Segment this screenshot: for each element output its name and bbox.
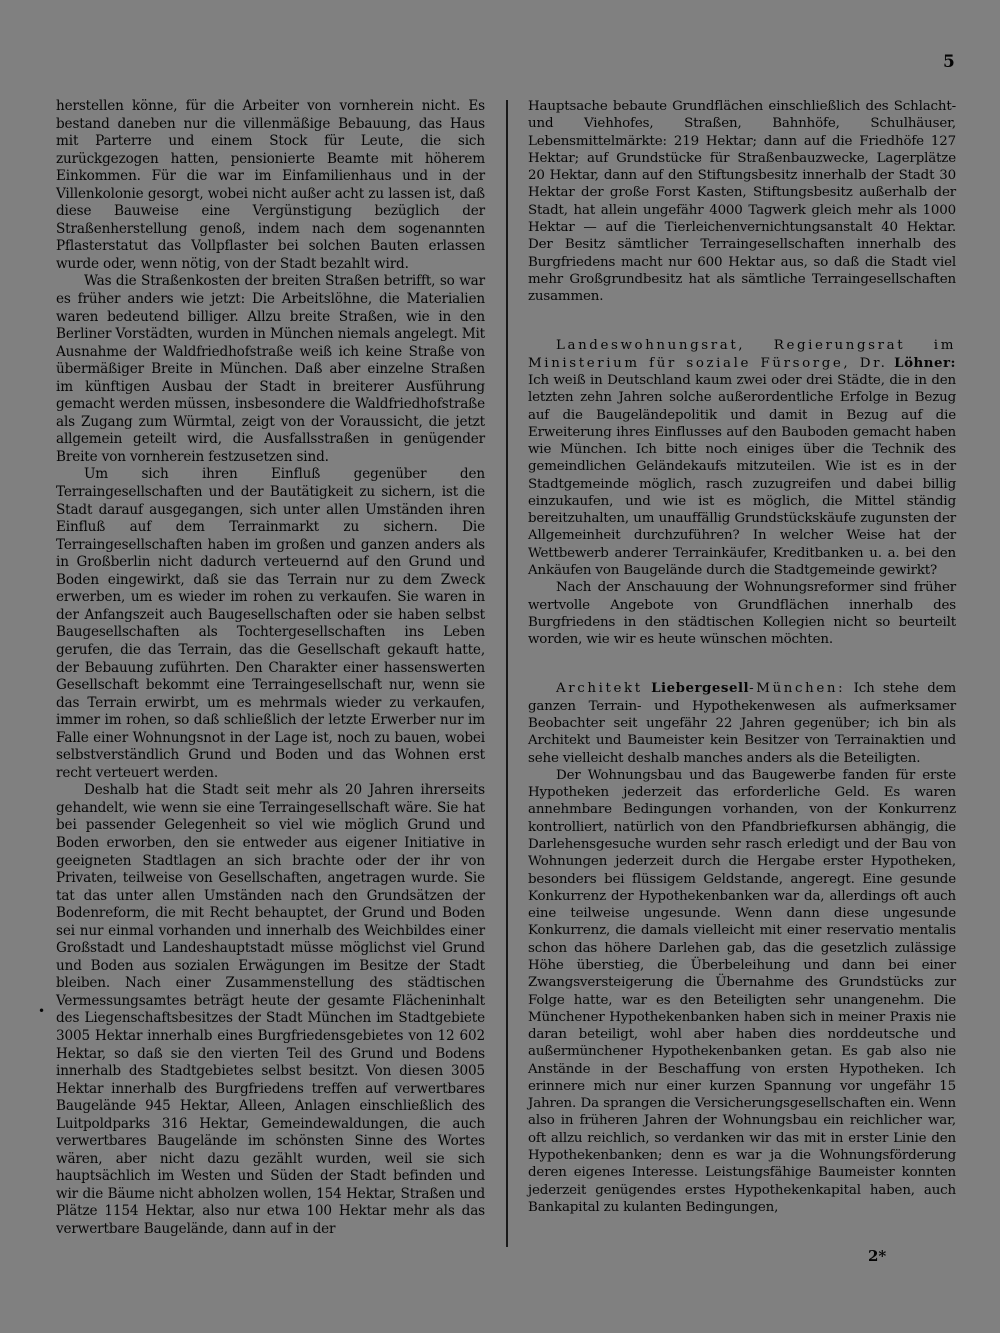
margin-mark: • <box>38 1004 46 1018</box>
column-rule <box>506 100 508 1247</box>
right-column <box>528 98 956 1216</box>
paragraph: Der Wohnungsbau und das Baugewerbe fanden für erste Hypotheken jederzeit das erforderliche Geld. Es waren annehmbare Bedingungen vorhanden, von der Konkurrenz kontrolliert, natürlich von den Pfandbriefkursen abhängig, die Darlehensgesuche wurden sehr rasch erledigt und der Bau von Wohnungen jederzeit durch die Hergabe erster Hypotheken, besonders bei flüssigem Geldstande, angeregt. Eine gesunde Konkurrenz der Hypothekenbanken war da, allerdings oft auch eine teilweise ungesunde. Wenn dann diese ungesunde Konkurrenz, die damals vielleicht mit einer reservatio mentalis schon das höhere Darlehen gab, das die gesetzlich zulässige Höhe überstieg, die Überbeleihung und dann bei einer Zwangsversteigerung die Übernahme des Grundstücks zur Folge hatte, war es den Beteiligten sehr unangenehm. Die Münchener Hypothekenbanken haben sich in meiner Praxis nie daran beteiligt, wohl aber haben dies norddeutsche und außermünchener Hypothekenbanken getan. Es gab also nie Anstände in der Beschaffung von ersten Hypotheken. Ich erinnere mich nur einer kurzen Spannung vor ungefähr 15 Jahren. Da sprangen die Versicherungsgesellschaften ein. Wenn also in früheren Jahren der Wohnungsbau ein reichlicher war, oft allzu reichlich, so verdanken wir das mit in erster Linie den Hypothekenbanken; denn es war ja die Wohnungsförderung deren eigenes Interesse. Leistungsfähige Baumeister konnten jederzeit genügendes erstes Hypothekenkapital haben, auch Bankapital zu kulanten Bedingungen, <box>528 767 956 1215</box>
speaker-text: Ich weiß in Deutschland kaum zwei oder drei Städte, die in den letzten zehn Jahren solche außerordentliche Erfolge in Bezug auf die Baugeländepolitik und damit in Bezug auf die Erweiterung ihres Einflusses auf den Bauboden gemacht haben wie München. Ich bitte noch einiges über die Technik des gemeindlichen Geländekaufs mitzuteilen. Wie ist es in der Stadtgemeinde möglich, rasch zuzugreifen und dabei billig einzukaufen, und wie ist es möglich, die Mittel ständig bereitzuhalten, um unauffällig Grundstückskäufe zugunsten der Allgemeinheit durchzuführen? In welcher Weise hat der Wettbewerb anderer Terrainkäufer, Kreditbanken u. a. bei den Ankäufen von Baugelände durch die Stadtgemeinde gewirkt? <box>528 372 956 579</box>
section-gap <box>528 305 956 337</box>
paragraph: Was die Straßenkosten der breiten Straßen betrifft, so war es früher anders wie jetzt: Die Arbeitslöhne, die Materialien waren bedeutend billiger. Allzu breite Straßen, wie in den Berliner Vorstädten, wurden in München niemals angelegt. Mit Ausnahme der Waldfriedhofstraße weiß ich keine Straße von übermäßiger Breite in München. Daß aber einzelne Straßen im künftigen Ausbau der Stadt in breiterer Ausführung gemacht werden müssen, insbesondere die Waldfriedhofstraße als Zugang zum Würmtal, zeigt von der Voraussicht, die jetzt allgemein geteilt wird, die Ausfallsstraßen in genügender Breite von vornherein festzusetzen sind. <box>56 273 485 465</box>
page-number: 5 <box>943 52 955 72</box>
signature-mark: 2* <box>868 1247 887 1265</box>
paragraph: Hauptsache bebaute Grundflächen einschließlich des Schlacht- und Viehhofes, Straßen, Bahnhöfe, Schulhäuser, Lebensmittelmärkte: 219 Hektar; dann auf die Friedhöfe 127 Hektar; auf Grundstücke für Straßenbauzwecke, Lagerplätze 20 Hektar, dann auf den Stiftungsbesitz innerhalb der Stadt 30 Hektar der große Forst Kasten, Stiftungsbesitz außerhalb der Stadt, hat allein ungefähr 4000 Tagwerk gleich mehr als 1000 Hektar — auf die Tierleichenvernichtungsanstalt 40 Hektar. Der Besitz sämtlicher Terraingesellschaften innerhalb des Burgfriedens macht nur 600 Hektar aus, so daß die Stadt viel mehr Großgrundbesitz hat als sämtliche Terraingesellschaften zusammen. <box>528 99 956 305</box>
paragraph: Deshalb hat die Stadt seit mehr als 20 Jahren ihrerseits gehandelt, wie wenn sie eine Terraingesellschaft wäre. Sie hat bei passender Gelegenheit so viel wie möglich Grund und Boden erworben, den sie entweder aus eigener Initiative in geeigneten Stadtlagen an sich brachte oder der ihr von Privaten, teilweise von Gesellschaften, angetragen wurde. Sie tat das unter allen Umständen nach den Grundsätzen der Bodenreform, die mit Recht behauptet, der Grund und Boden sei nur einmal vorhanden und innerhalb des Weichbildes einer Großstadt und Landeshauptstadt müsse möglichst viel Grund und Boden aus sozialen Erwägungen im Besitze der Stadt bleiben. Nach einer Zusammenstellung des städtischen Vermessungsamtes beträgt heute der gesamte Flächeninhalt des Liegenschaftsbesitzes der Stadt München im Stadtgebiete 3005 Hektar innerhalb eines Burgfriedensgebietes von 12 602 Hektar, so daß sie den vierten Teil des Grund und Bodens innerhalb des Stadtgebietes selbst besitzt. Von diesen 3005 Hektar innerhalb des Burgfriedens treffen auf verwertbares Baugelände 945 Hektar, Alleen, Anlagen einschließlich des Luitpoldparks 316 Hektar, Gemeindewaldungen, die auch verwertbares Baugelände im schönsten Sinne des Wortes wären, aber nicht dazu gezählt wurden, weil sie sich hauptsächlich im Westen und Süden der Stadt befinden und wir die Bäume nicht abholzen wollen, 154 Hektar, Straßen und Plätze 1154 Hektar, also nur etwa 100 Hektar mehr als das verwertbare Baugelände, dann auf in der <box>56 782 485 1237</box>
speaker-title: Architekt <box>556 681 643 697</box>
section-gap <box>528 648 956 680</box>
speaker-paragraph <box>528 337 956 579</box>
left-column <box>56 98 485 1239</box>
speaker-title: Landeswohnungsrat, Regierungsrat im Ministerium für soziale Fürsorge, Dr. <box>528 338 956 371</box>
paragraph: herstellen könne, für die Arbeiter von vornherein nicht. Es bestand daneben nur die villenmäßige Bebauung, das Haus mit Parterre und einem Stock für Leute, die sich zurückgezogen hatten, pensionierte Beamte mit höherem Einkommen. Für die war im Einfamilienhaus und in der Villenkolonie gesorgt, wobei nicht außer acht zu lassen ist, daß diese Bauweise eine Vergünstigung bezüglich der Straßenherstellung genoß, indem nach dem sogenannten Pflasterstatut das Vollpflaster bei solchen Bauten erlassen wurde oder, wenn nötig, von der Stadt bezahlt wird. <box>56 98 485 272</box>
paragraph: Nach der Anschauung der Wohnungsreformer sind früher wertvolle Angebote von Grundflächen innerhalb des Burgfriedens in den städtischen Kollegien nicht so beurteilt worden, wie wir es heute wünschen möchten. <box>528 580 956 648</box>
speaker-paragraph <box>528 680 956 766</box>
paragraph: Um sich ihren Einfluß gegenüber den Terraingesellschaften und der Bautätigkeit zu sichern, ist die Stadt darauf ausgegangen, sich unter allen Umständen ihren Einfluß auf dem Terrainmarkt zu sichern. Die Terraingesellschaften haben im großen und ganzen anders als in Großberlin nicht dadurch verteuernd auf den Grund und Boden eingewirkt, daß sie das Terrain nur zu dem Zweck erwerben, um es wieder im rohen zu verkaufen. Sie waren in der Anfangszeit auch Baugesellschaften oder sie haben selbst Baugesellschaften als Tochtergesellschaften ins Leben gerufen, die das Terrain, das die Gesellschaft gekauft hatte, der Bebauung zuführten. Den Charakter einer hassenswerten Gesellschaft bekommt eine Terraingesellschaft nur, wenn sie das Terrain erwirbt, um es mehrmals wieder zu verkaufen, immer im rohen, so daß schließlich der letzte Erwerber nur im Falle einer Wohnungsnot in der Lage ist, noch zu bauen, wobei selbstverständlich Grund und Boden und das Wohnen erst recht verteuert werden. <box>56 466 485 781</box>
speaker-place: -München: <box>749 681 846 697</box>
speaker-name: Löhner: <box>894 354 956 371</box>
speaker-text: Ich stehe dem ganzen Terrain- und Hypothekenwesen als aufmerksamer Beobachter seit ungefähr 22 Jahren gegenüber; ich bin als Architekt und Baumeister kein Besitzer von Terrainaktien und sehe vielleicht deshalb manches anders als die Beteiligten. <box>528 681 957 766</box>
speaker-name: Liebergesell <box>651 680 750 697</box>
